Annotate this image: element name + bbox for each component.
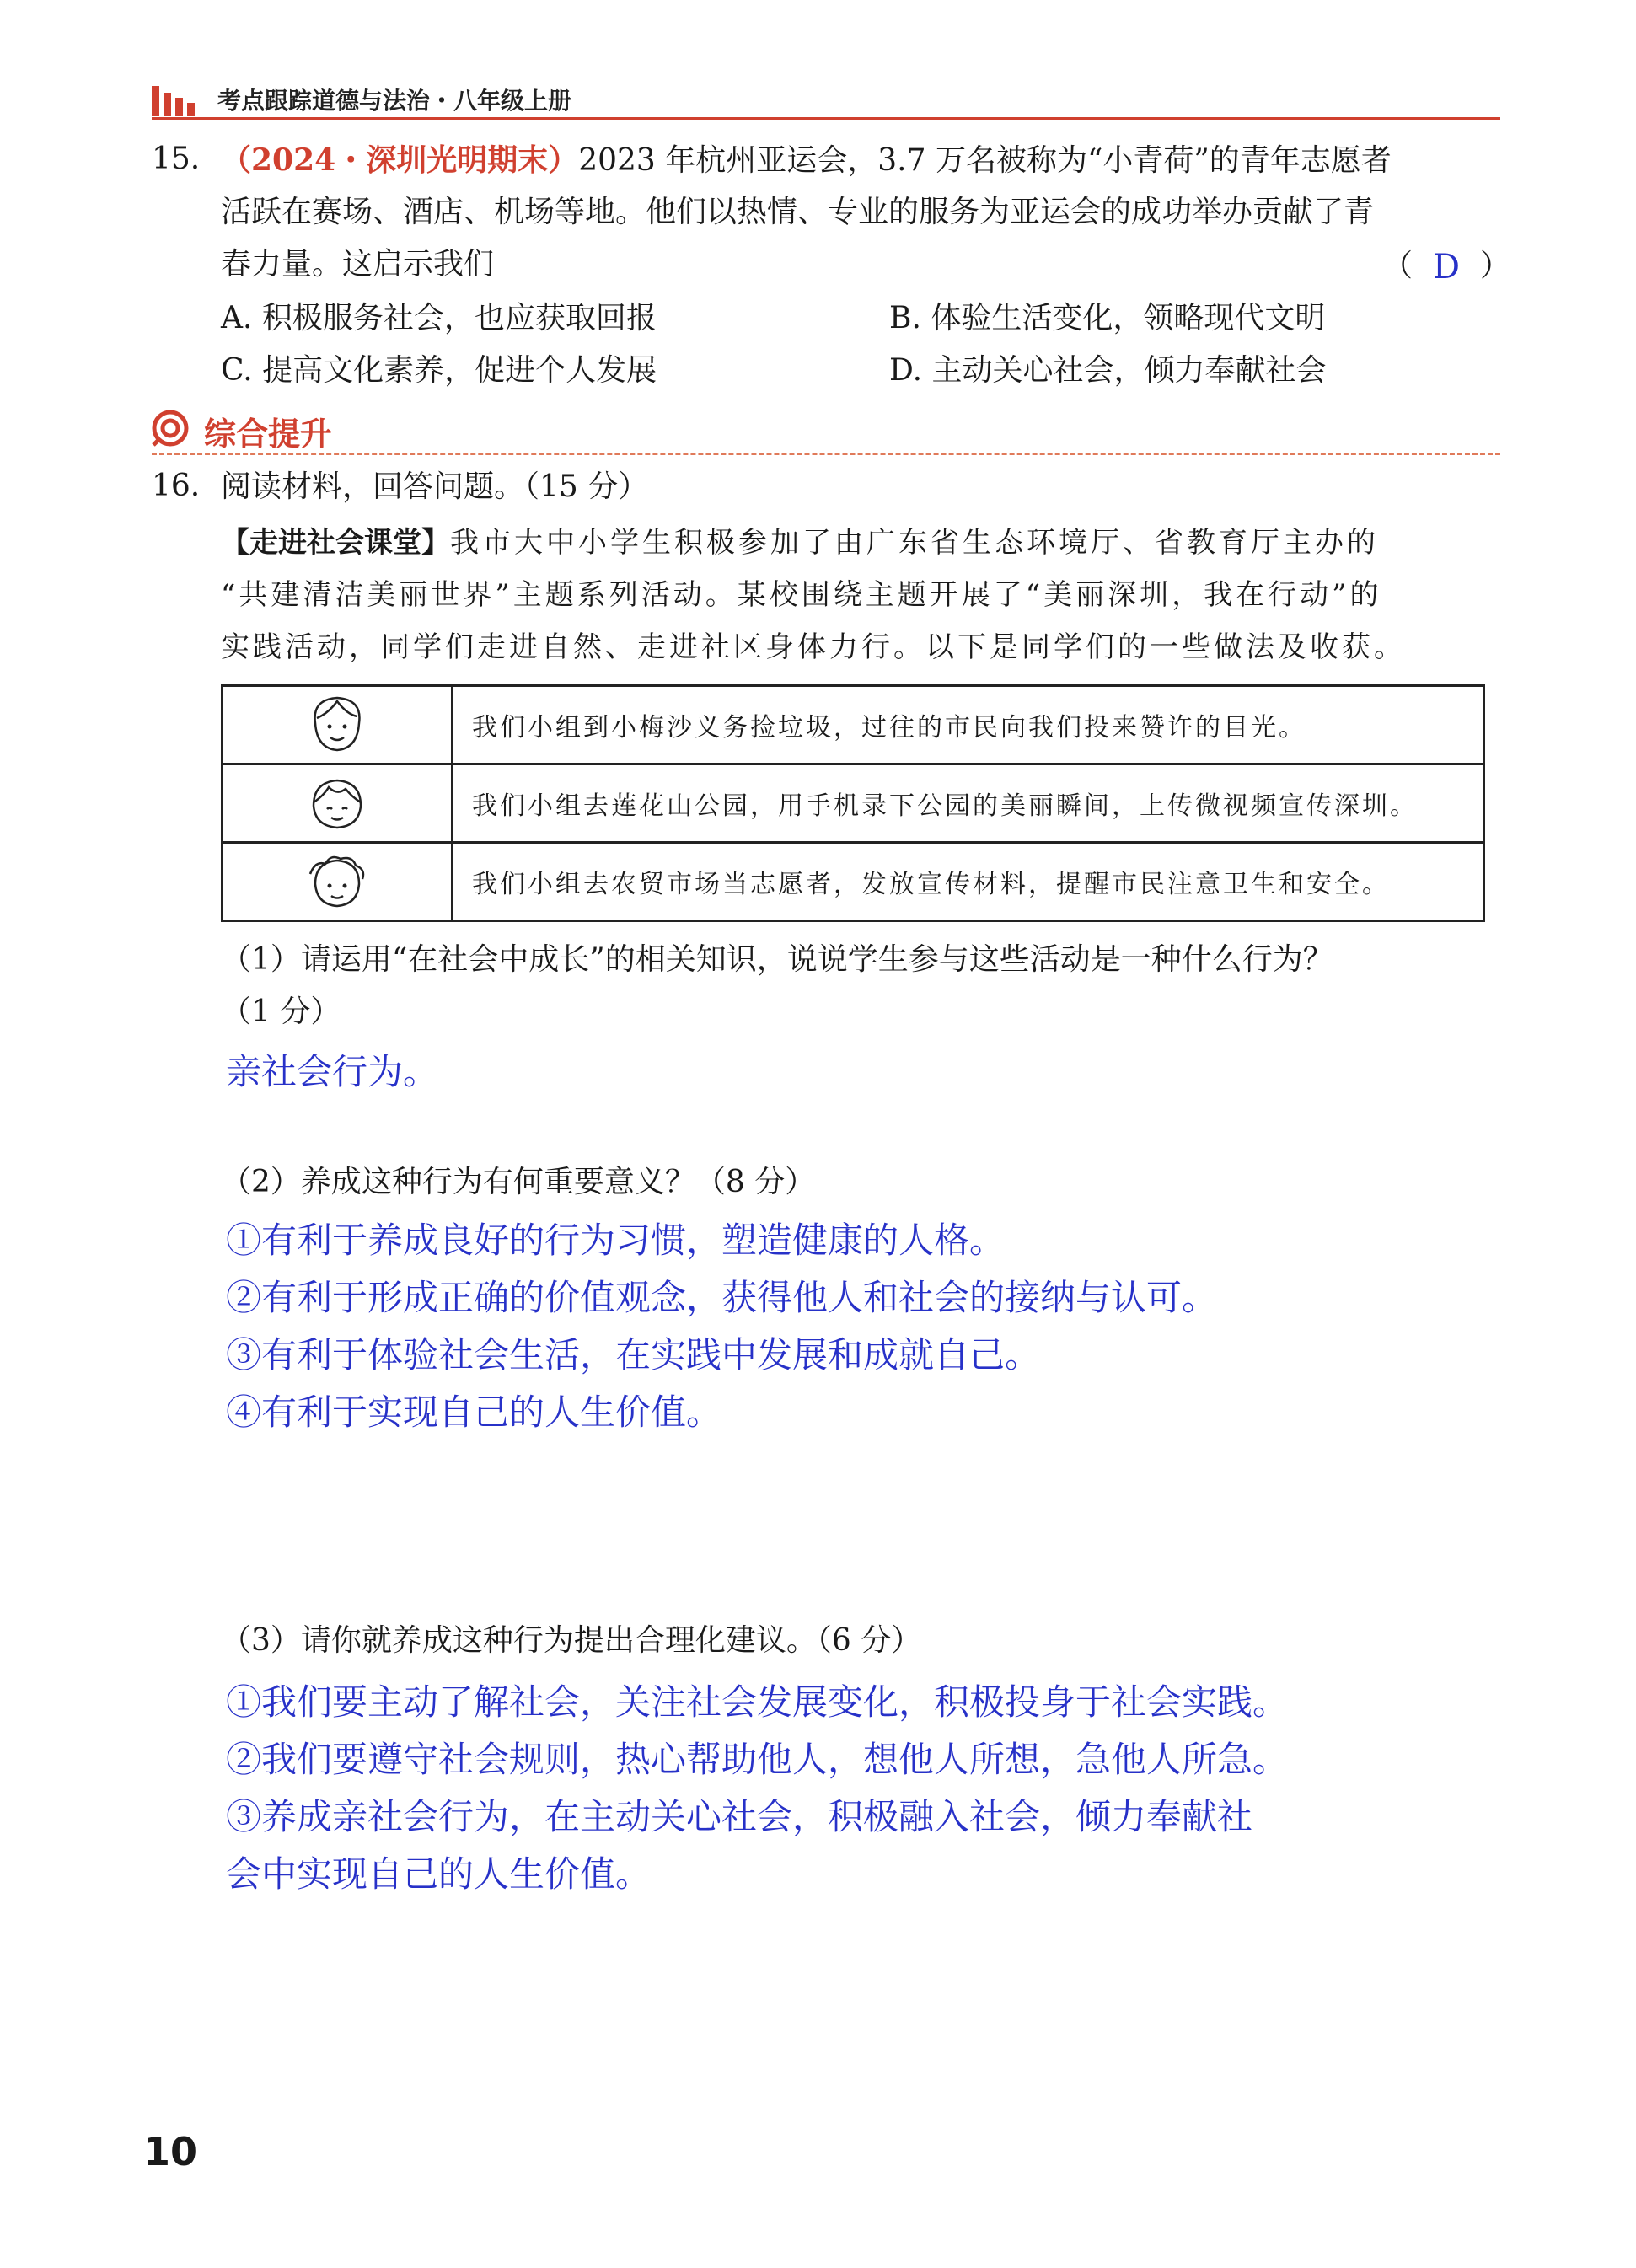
q15-line3: 春力量。这启示我们 — [221, 247, 495, 281]
table-row — [223, 843, 1484, 921]
q15-answer: D — [1433, 248, 1461, 287]
sub-question-1-score: （1 分） — [221, 995, 341, 1029]
table-row — [223, 686, 1484, 764]
boy-face-icon — [303, 689, 371, 757]
answer-1: 亲社会行为。 — [226, 1051, 439, 1092]
answer-3-item: 会中实现自己的人生价值。 — [226, 1853, 652, 1895]
q15-option-c: C. 提高文化素养，促进个人发展 — [221, 353, 657, 388]
answer-3-item: ③养成亲社会行为，在主动关心社会，积极融入社会，倾力奉献社 — [226, 1796, 1253, 1837]
sub-question-2: （2）养成这种行为有何重要意义？（8 分） — [221, 1165, 816, 1199]
q15-paren-open: （ — [1382, 249, 1413, 283]
q15-source: （2024・深圳光明期末） — [221, 142, 579, 178]
answer-3-item: ①我们要主动了解社会，关注社会发展变化，积极投身于社会实践。 — [226, 1681, 1289, 1723]
activities-table — [221, 684, 1485, 922]
target-icon — [152, 410, 189, 447]
page-number: 10 — [143, 2129, 198, 2174]
q15-paren-close: ） — [1480, 249, 1511, 283]
q16-material-line3: 实践活动，同学们走进自然、走进社区身体力行。以下是同学们的一些做法及收获。 — [221, 630, 1406, 664]
q15-number: 15. — [152, 142, 201, 176]
bar-logo-icon — [152, 86, 202, 116]
q15-line2: 活跃在赛场、酒店、机场等地。他们以热情、专业的服务为亚运会的成功举办贡献了青 — [221, 195, 1375, 229]
table-cell-text: 我们小组去莲花山公园，用手机录下公园的美丽瞬间，上传微视频宣传深圳。 — [453, 764, 1484, 843]
face-cell — [223, 764, 453, 843]
sub-question-1: （1）请运用“在社会中成长”的相关知识，说说学生参与这些活动是一种什么行为？ — [221, 942, 1333, 977]
table-cell-text: 我们小组去农贸市场当志愿者，发放宣传材料，提醒市民注意卫生和安全。 — [453, 843, 1484, 921]
table-row — [223, 764, 1484, 843]
girl-curly-face-icon — [303, 849, 371, 911]
q15-line1-text: 2023 年杭州亚运会，3.7 万名被称为“小青荷”的青年志愿者 — [578, 143, 1392, 178]
q16-intro: 阅读材料，回答问题。（15 分） — [221, 469, 649, 504]
section-heading — [152, 405, 1500, 455]
page-header — [152, 81, 1500, 120]
material-lead: 【走进社会课堂】 — [221, 526, 450, 560]
header-title: 考点跟踪道德与法治・八年级上册 — [217, 87, 572, 115]
table-cell-text: 我们小组到小梅沙义务捡垃圾，过往的市民向我们投来赞许的目光。 — [453, 686, 1484, 764]
answer-2-item: ②有利于形成正确的价值观念，获得他人和社会的接纳与认可。 — [226, 1277, 1218, 1318]
face-cell — [223, 843, 453, 921]
answer-2-item: ①有利于养成良好的行为习惯，塑造健康的人格。 — [226, 1220, 1006, 1261]
answer-2-item: ④有利于实现自己的人生价值。 — [226, 1391, 722, 1433]
q16-material-line1: 【走进社会课堂】我市大中小学生积极参加了由广东省生态环境厅、省教育厅主办的 — [221, 526, 1379, 560]
q15-option-d: D. 主动关心社会，倾力奉献社会 — [889, 353, 1327, 388]
q15-option-a: A. 积极服务社会，也应获取回报 — [221, 301, 657, 335]
q16-material-line2: “共建清洁美丽世界”主题系列活动。某校围绕主题开展了“美丽深圳，我在行动”的 — [221, 578, 1382, 612]
q15-line1 — [221, 142, 1392, 180]
section-divider — [152, 453, 1500, 455]
answer-2-item: ③有利于体验社会生活，在实践中发展和成就自己。 — [226, 1334, 1041, 1375]
answer-3-item: ②我们要遵守社会规则，热心帮助他人，想他人所想，急他人所急。 — [226, 1739, 1289, 1780]
section-label: 综合提升 — [204, 416, 333, 453]
sub-question-3: （3）请你就养成这种行为提出合理化建议。（6 分） — [221, 1623, 922, 1658]
face-cell — [223, 686, 453, 764]
q15-option-b: B. 体验生活变化，领略现代文明 — [889, 301, 1326, 335]
q16-number: 16. — [152, 469, 201, 503]
girl-face-icon — [303, 770, 371, 833]
header-rule — [152, 117, 1500, 120]
